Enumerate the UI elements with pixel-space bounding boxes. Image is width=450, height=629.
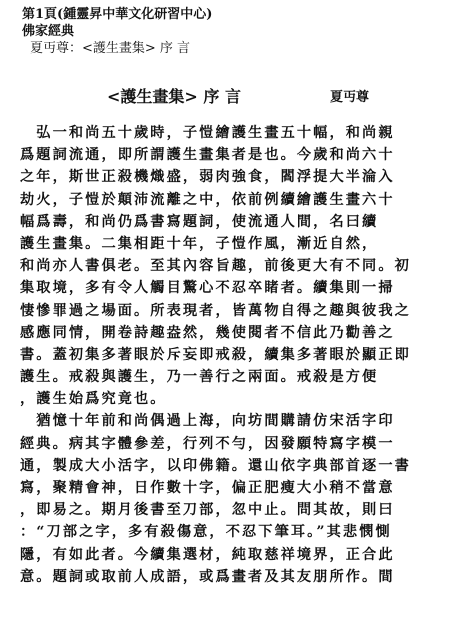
text-line: 猶憶十年前和尚偶過上海，向坊間購請仿宋活字印: [20, 413, 395, 430]
source-header: 第1頁(鍾靈昇中華文化研習中心): [22, 7, 213, 22]
text-line: 護生畫集。二集相距十年，子愷作風，漸近自然，: [20, 235, 379, 252]
text-line: 悽慘罪過之場面。所表現者，皆萬物自得之趣與彼我之: [20, 302, 411, 319]
text-line: 和尚亦人書俱老。至其內容旨趣，前後更大有不同。初: [20, 258, 411, 275]
text-line: 寫，聚精會神，日作數十字，偏正肥瘦大小稍不當意: [20, 480, 395, 496]
text-line: 感應同情，開卷詩趣盎然，幾使閱者不信此乃勸善之: [20, 324, 395, 341]
body-text: [20, 122, 436, 588]
article-header: 夏丏尊：<護生畫集> 序 言: [30, 41, 191, 56]
title-row: [0, 87, 450, 107]
text-line: 之年，斯世正殺機熾盛，弱肉強食，閻浮提大半淪入: [20, 169, 395, 186]
text-line: 通，製成大小活字，以印佛籍。還山依字典部首逐一書: [20, 457, 411, 474]
text-line: 意。題詞或取前人成語，或爲畫者及其友朋所作。間: [20, 568, 395, 585]
text-line: 幅爲壽，和尚仍爲書寫題詞，使流通人間，名曰續: [20, 213, 379, 230]
document-title: <護生畫集> 序 言: [107, 87, 241, 106]
text-line: 經典。病其字體參差，行列不勻，因發願特寫字模一: [20, 435, 395, 452]
text-line: 隱，有如此者。今續集選材，純取慈祥境界，正合此: [20, 546, 395, 563]
text-line: ，護生始爲究竟也。: [20, 391, 167, 408]
text-line: 爲題詞流通，即所謂護生畫集者是也。今歲和尚六十: [20, 147, 395, 164]
text-line: ，即易之。期月後書至刀部，忽中止。問其故，則曰: [20, 502, 395, 519]
text-line: 劫火，子愷於顛沛流離之中，依前例續繪護生畫六十: [20, 191, 395, 208]
text-line: 護生。戒殺與護生，乃一善行之兩面。戒殺是方便: [20, 369, 379, 386]
document-author: 夏丏尊: [330, 90, 370, 105]
text-line: 弘一和尚五十歲時，子愷繪護生畫五十幅，和尚親: [20, 125, 395, 141]
text-line: 集取境，多有令人觸目驚心不忍卒睹者。續集則一掃: [20, 280, 395, 297]
category-header: 佛家經典: [22, 24, 75, 39]
text-line: 書。蓋初集多著眼於斥妄即戒殺，續集多著眼於顯正即: [20, 346, 411, 363]
text-line: ：“刀部之字，多有殺傷意，不忍下筆耳。”其悲憫惻: [20, 524, 392, 541]
